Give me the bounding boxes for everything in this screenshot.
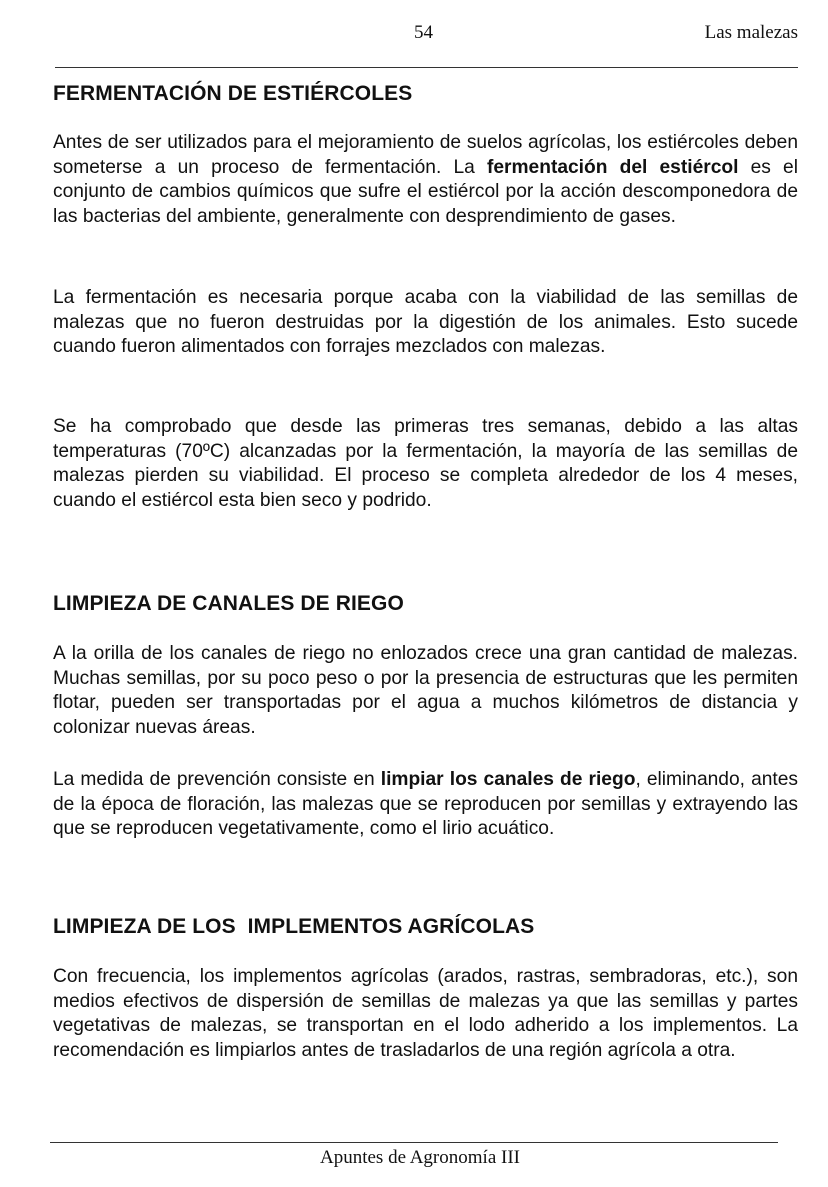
footer-book-title: Apuntes de Agronomía III — [320, 1147, 520, 1168]
paragraph-text: , eliminando, antes de la época de floración, las malezas que se reproducen por semillas y extrayendo las que se reproducen vegetativamente, como el lirio acuático. — [53, 769, 799, 840]
section-heading-fermentacion: FERMENTACIÓN DE ESTIÉRCOLES — [53, 82, 413, 105]
header-rule — [55, 67, 798, 68]
paragraph — [53, 131, 798, 229]
paragraph — [53, 642, 798, 740]
bold-term: limpiar los canales de riego — [380, 769, 636, 790]
paragraph-text: Se ha comprobado que desde las primeras tres semanas, debido a las altas temperaturas (70ºC) alcanzadas por la fermentación, la mayoría de las semillas de malezas pierden su viabilidad. El proceso se completa alrededor de los 4 meses, cuando el estiércol esta bien seco y podrido. — [53, 416, 798, 511]
section-heading-implementos: LIMPIEZA DE LOS IMPLEMENTOS AGRÍCOLAS — [53, 915, 535, 938]
paragraph-text: A la orilla de los canales de riego no enlozados crece una gran cantidad de malezas. Muchas semillas, por su poco peso o por la presencia de estructuras que les permiten flotar, pueden ser transportadas por el agua a muchos kilómetros de distancia y colonizar nuevas áreas. — [53, 643, 798, 738]
paragraph — [53, 286, 798, 360]
paragraph-text: Antes de ser utilizados para el mejoramiento de suelos agrícolas, los estiércoles deben someterse a un proceso de fermentación. La — [53, 132, 798, 178]
paragraph-text: es el conjunto de cambios químicos que sufre el estiércol por la acción descomponedora de las bacterias del ambiente, generalmente con desprendimiento de gases. — [53, 156, 798, 227]
paragraph — [53, 965, 798, 1063]
footer-rule — [50, 1142, 778, 1143]
paragraph-text: La fermentación es necesaria porque acaba con la viabilidad de las semillas de malezas que no fueron destruidas por la digestión de los animales. Esto sucede cuando fueron alimentados con forrajes mezclados con malezas. — [53, 287, 798, 358]
running-title: Las malezas — [704, 22, 798, 43]
page-number: 54 — [414, 22, 433, 43]
paragraph-text: La medida de prevención consiste en — [53, 769, 381, 790]
paragraph — [53, 768, 798, 842]
paragraph — [53, 415, 798, 513]
section-heading-canales: LIMPIEZA DE CANALES DE RIEGO — [53, 592, 404, 615]
paragraph-text: Con frecuencia, los implementos agrícolas (arados, rastras, sembradoras, etc.), son medios efectivos de dispersión de semillas de malezas ya que las semillas y partes vegetativas de malezas, se transportan en el lodo adherido a los implementos. La recomendación es limpiarlos antes de trasladarlos de una región agrícola a otra. — [53, 966, 798, 1061]
bold-term: fermentación del estiércol — [486, 156, 739, 178]
